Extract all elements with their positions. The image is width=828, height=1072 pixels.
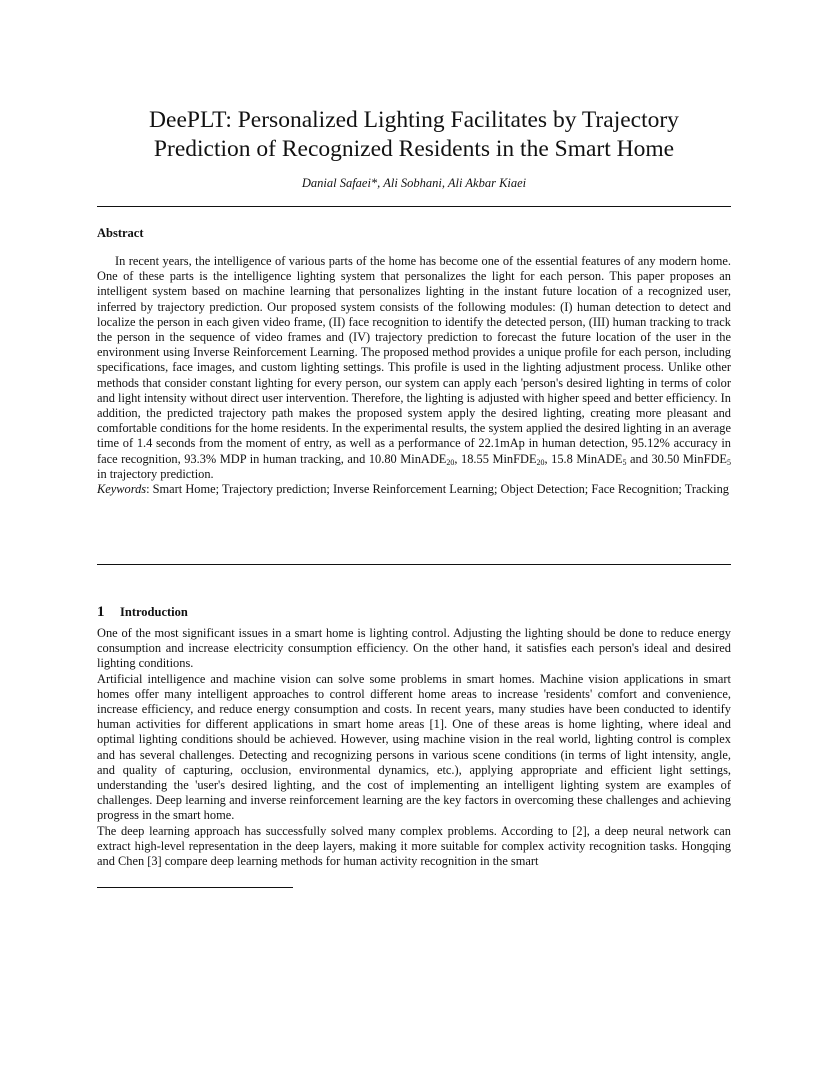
section-number: 1	[97, 604, 105, 620]
abstract-text: in trajectory prediction.	[97, 466, 214, 481]
author-list: Danial Safaei*, Ali Sobhani, Ali Akbar Kiaei	[301, 176, 527, 190]
metric-subscript: 20	[446, 457, 455, 467]
title-line-2: Prediction of Recognized Residents in the Smart Home	[153, 136, 675, 162]
intro-paragraph-2: Artificial intelligence and machine vision can solve some problems in smart homes. Machine vision applications in smart homes offer many intelligent approaches to control different home areas to increase 'residents' comfort and convenience, increase efficiency, and reduce energy consumption and costs. In recent years, many studies have been conducted to identify human activities for different applications in smart home areas [1]. One of these areas is home lighting, where ideal and optimal lighting conditions should be achieved. However, using machine vision in the real world, lighting control is complex and has several challenges. Detecting and recognizing persons in various scene conditions (in terms of light intensity, angle, and quality of capturing, occlusion, environmental dynamics, etc.), applying appropriate and efficient light settings, understanding the 'user's desired lighting, and the cost of implementing an intelligent lighting system are examples of challenges. Deep learning and inverse reinforcement learning are the key factors in overcoming these challenges and achieving progress in the smart home.	[97, 671, 731, 823]
metric-subscript: 20	[536, 457, 545, 467]
abstract-body	[97, 254, 731, 497]
introduction-body	[97, 626, 731, 869]
metric-subscript: 5	[726, 457, 731, 467]
abstract-text: and 30.50 MinFDE	[626, 451, 727, 466]
abstract-text: In recent years, the intelligence of various parts of the home has become one of the essential features of any modern home. One of these parts is the intelligence lighting system that personalizes the light for each person. This paper proposes an intelligent system based on machine learning that personalizes lighting in the instant future location of a recognized user, inferred by trajectory prediction. Our proposed system consists of the following modules: (I) human detection to detect and localize the person in each given video frame, (II) face recognition to identify the detected person, (III) human tracking to track the person in the sequence of video frames and (IV) trajectory prediction to forecast the future location of the user in the environment using Inverse Reinforcement Learning. The proposed method provides a unique profile for each person, including specifications, face images, and custom lighting settings. This profile is used in the lighting adjustment process. Unlike other methods that consider constant lighting for every person, our system can apply each 'person's desired lighting in terms of color and light intensity without direct user intervention. Therefore, the lighting is adjusted with higher speed and better efficiency. In addition, the predicted trajectory path makes the proposed system apply the desired lighting, creating more pleasant and comfortable conditions for the home residents. In the experimental results, the system applied the desired lighting in an average time of 1.4 seconds from the moment of entry, as well as a performance of 22.1mAp in human detection, 95.12% accuracy in face recognition, 93.3% MDP in human tracking, and 10.80 MinADE	[97, 254, 731, 466]
abstract-text: , 18.55 MinFDE	[454, 451, 537, 466]
abstract-paragraph	[97, 254, 731, 482]
keywords-line	[97, 482, 731, 497]
footnote-rule	[97, 887, 293, 888]
abstract-bottom-rule	[97, 564, 731, 565]
title-line-1: DeePLT: Personalized Lighting Facilitates by Trajectory	[149, 107, 679, 133]
intro-paragraph-3: The deep learning approach has successfully solved many complex problems. According to [2], a deep neural network can extract high-level representation in the deep layers, making it more suitable for complex activity recognition tasks. Hongqing and Chen [3] compare deep learning methods for human activity recognition in the smart	[97, 823, 731, 869]
keywords-text: : Smart Home; Trajectory prediction; Inverse Reinforcement Learning; Object Detection; Face Recognition; Tracking	[146, 482, 730, 497]
paper-title	[0, 106, 828, 164]
section-heading-introduction	[97, 596, 188, 623]
abstract-top-rule	[97, 206, 731, 207]
keywords-label: Keywords	[97, 482, 147, 497]
metric-subscript: 5	[622, 457, 627, 467]
abstract-text: , 15.8 MinADE	[544, 451, 623, 466]
intro-paragraph-1: One of the most significant issues in a smart home is lighting control. Adjusting the lighting should be done to reduce energy consumption and increase electricity consumption efficiency. On the other hand, it satisfies each person's ideal and desired lighting conditions.	[97, 626, 731, 671]
abstract-heading: Abstract	[97, 226, 144, 240]
section-title: Introduction	[120, 605, 188, 619]
